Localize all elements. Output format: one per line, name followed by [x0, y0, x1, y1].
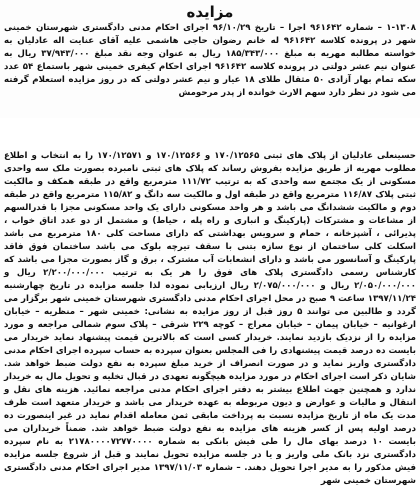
notice-title: مزایده	[186, 3, 234, 21]
notice-main-paragraph: حسینعلی عادلیان از پلاک های ثبتی ۱۷۰/۱۲۵۶۵ و ۱۷۰/۱۲۵۶۶ و ۱۷۰/۱۲۵۷۱ را به انتخاب و اطلاع مطلوب مهریه از طریق مزایده بفروش رساند که پلاک های ثبتی نامبرده بصورت ملک سه واحدی مسکونی از یک مجتمع سه واحدی که به ترتیب ۱۱۱/۷۲ مترمربع واقع در طبقه همکف و مالکیت ثبتی پلاک ۱۱۶/۸۷ مترمربع واقع در طبقه اول و مالکیت سه دانگ و ۱۱۵/۸۲ مترمربع واقع در طبقه دوم و مالکیت ششدانگ می باشد و هر واحد مسکونی دارای یک واحد مسکونی مجزا با قدرالسهم از مشاعات و مشترکات (پارکینگ و انباری و راه پله ، حیاط) و مشتمل از دو عدد اتاق خواب ، پذیرائی ، آشپزخانه ، حمام و سرویس بهداشتی که دارای مساحت کلی ۱۸۰ مترمربع می باشد اسکلت کلی ساختمان از نوع سازه بتنی با سقف تیرچه بلوک می باشد ساختمان فوق فاقد پارکینگ و آسانسور می باشد و دارای انشعابات آب مشترک ، برق و گاز بصورت مجزا می باشد که کارشناس رسمی دادگستری پلاک های فوق را هر یک به ترتیب ۲/۲۰۰/۰۰۰/۰۰۰ ریال و ۲/۰۵۰/۰۰۰/۰۰۰ ریال و ۲/۰۷۵/۰۰۰/۰۰۰ ریال ارزیابی نموده لذا جلسه مزایده در تاریخ چهارشنبه ۱۳۹۷/۱۱/۲۴ ساعت ۹ صبح در محل اجرای احکام مدنی دادگستری شهرستان خمینی شهر برگزار می گردد و طالبین می توانند ۵ روز قبل از روز مزایده به نشانی: خمینی شهر – منظریه – خیابان ارغوانیه – خیابان پیمان – خیابان معراج – کوچه ۲۲۹ شرقی – پلاک سوم شمالی مراجعه و مورد مزایده را از نزدیک بازدید نمایند. خریدار کسی است که بالاترین قیمت پیشنهاد نماید خریدار می بایست ده درصد قیمت پیشنهادی را فی المجلس بعنوان سپرده به حساب سپرده اجرای احکام مدنی دادگستری واریز نماید و در صورت انصراف از خرید مبلغ سپرده به نفع دولت ضبط خواهد شد. شایان ذکر است اجرای احکام در مورد مزایده هیچگونه تعهدی در قبال تخلیه و تحویل مال به خریدار ندارد و همچنین جهت اطلاع بیشتر به دفتر اجرای احکام مدنی مراجعه نمائید. هزینه های نقل و انتقال و مالیات و عوارض و دیون مربوطه به عهده خریدار می باشد و خریدار متعهد است ظرف مدت یک ماه از تاریخ مزایده نسبت به پرداخت مابقی ثمن معامله اقدام نماید در غیر اینصورت ده درصد اولیه پس از کسر هزینه های مزایده به نفع دولت ضبط خواهد شد. ضمناً خریداران می بایست ۱۰ درصد بهای مال را طی فیش بانکی به شماره ۲۱۷۸۰۰۰۰۷۲۷۷۰۰۰۰ به نام سپرده دادگستری نزد بانک ملی واریز و یا در جلسه مزایده تحویل نمایند و قبل از شروع جلسه مزایده فیش مذکور را به مدیر اجرا تحویل دهند. – شماره ۱۳۹۷/۱۱/۰۳ مدیر اجرای احکام مدنی دادگستری شهرستان خمینی شهر	[4, 151, 417, 486]
notice-header-paragraph: ۱-۱۳۰۸ – شماره ۹۶۱۶۴۲ اجرا – تاریخ ۹۶/۱۰/۲۹ اجرای احکام مدنی دادگستری شهرستان خمینی شهر در پرونده کلاسه ۹۶۱۶۴۲ له خانم رضوان حاجی هاشمی علیه آقای عنایت اله عادلیان به خواسته مطالبه مهریه به مبلغ ۱۸۵/۳۴۳/۰۰۰ ریال به عنوان وجه نقد مبلغ ۳۷/۹۴۳/۰۰۰ ریال به عنوان نیم عشر دولتی در پرونده کلاسه ۹۶۱۶۴۲ اجرای احکام کیفری خمینی شهر باستماع ۵۴ عدد سکه تمام بهار آزادی ۵۰ مثقال طلای ۱۸ عیار و نیم عشر دولتی که در روز مزایده استعلام گرفته می شود در نظر دارد سهم الارث خوانده از پدر مرحومش	[4, 23, 417, 98]
paragraph-gap	[0, 118, 420, 150]
